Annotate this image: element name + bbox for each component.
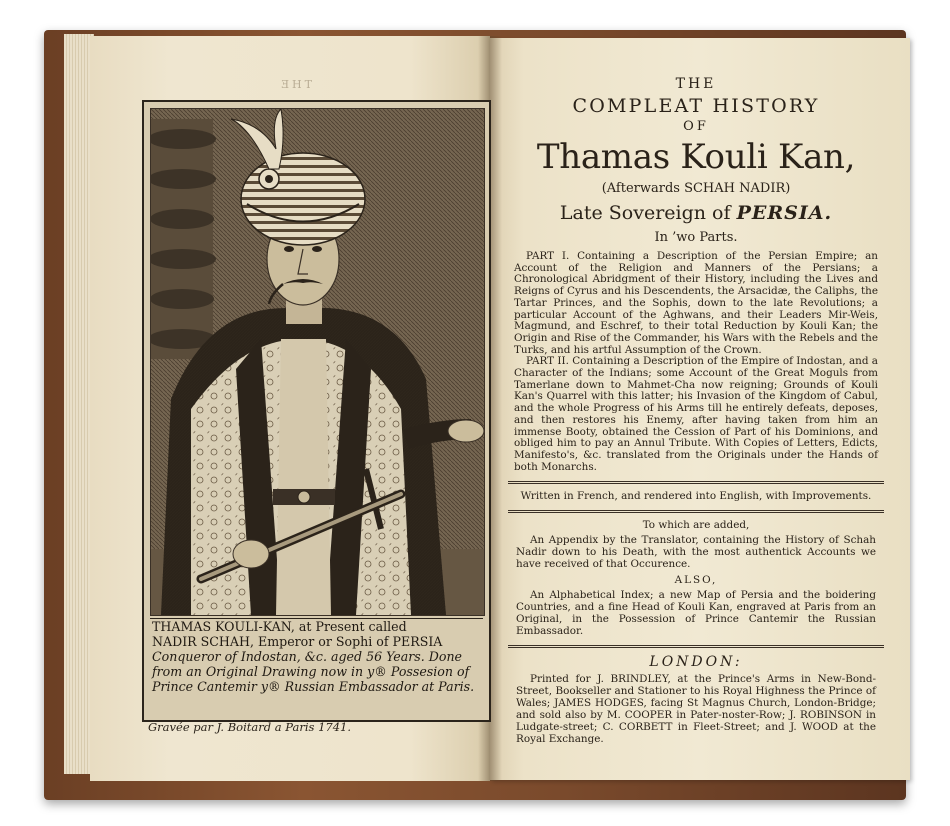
caption-line: Conqueror of Indostan, &c. aged 56 Years. Done [152, 649, 463, 664]
title-late: Late Sovereign of [559, 202, 737, 224]
title-page [506, 74, 886, 745]
also-heading: ALSO, [674, 574, 718, 587]
title-name: Thamas Kouli Kan, [536, 137, 856, 177]
divider [508, 510, 884, 513]
part-two-text: PART II. Containing a Description of the Empire of Indostan, and a Character of the Indians; some Account of the Great Moguls from Tamerlane down to Mahmet-Cha now reigning; Grounds of Kouli Kan's Quarrel with this latter; his Invasion of the Kingdom of Cabul, and the whole Progress of his Arms till he entirely defeats, deposes, and then restores his Enemy, after having taken from him an immense Booty, obtained the Cession of Part of his Dominions, and obliged him to pay an Annul Tribute. With Copies of Letters, Edicts, Manifesto's, &c. translated from the Originals under the Hands of both Monarchs. [514, 355, 879, 473]
contents-body [514, 251, 878, 473]
caption-line: NADIR SCHAH, Emperor or Sophi of PERSIA [152, 634, 443, 649]
index-text: An Alphabetical Index; a new Map of Persia and the boidering Countries, and a fine Head of Kouli Kan, engraved at Paris from an Original, in the Possession of Prince Cantemir the Russian Embassador. [516, 589, 876, 638]
title-parts: In ’wo Parts. [654, 230, 738, 245]
title-sovereign [506, 202, 886, 224]
portrait-illustration [151, 109, 484, 615]
imprint-city: LONDON: [649, 654, 743, 671]
title-the: THE [675, 76, 717, 92]
title-of: OF [683, 119, 709, 134]
part-one-text: PART I. Containing a Description of the Persian Empire; an Account of the Religion and Manners of the Persians; a Chronological Abridgment of their History, including the Lives and Reigns of Cyrus and his Descendents, the Arsacidæ, the Caliphs, the Tartar Princes, and the Sophis, down to the late Revolutions; a particular Account of the Aghwans, and their Leaders Mir-Weis, Magmund, and Eschref, to their total Reduction by Kouli Kan; the Origin and Rise of the Commander, his Wars with the Rebels and the Turks, and his artful Assumption of the Crown. [514, 250, 878, 356]
frontispiece-plate [142, 100, 491, 722]
title-compleat: COMPLEAT HISTORY [572, 95, 820, 117]
title-persia: PERSIA. [736, 202, 833, 224]
appendix-text: An Appendix by the Translator, containing the History of Schah Nadir down to his Death, with the most authentick Accounts we have received of that Occurence. [516, 534, 876, 571]
added-heading: To which are added, [642, 519, 750, 532]
portrait-caption [150, 618, 483, 715]
caption-line: from an Original Drawing now in y® Possesion of [152, 664, 470, 679]
title-afterwards: (Afterwards SCHAH NADIR) [601, 181, 791, 196]
written-line: Written in French, and rendered into English, with Improvements. [520, 490, 872, 503]
portrait-engraving [150, 108, 485, 616]
bleed-through-text: THE [278, 78, 312, 91]
divider [508, 481, 884, 484]
engraver-credit: Gravée par J. Boitard a Paris 1741. [148, 720, 351, 734]
imprint-text: Printed for J. BRINDLEY, at the Prince's Arms in New-Bond-Street, Bookseller and Stationer to his Royal Highness the Prince of Wales; JAMES HODGES, facing St Magnus Church, London-Bridge; and sold also by M. COOPER in Pater-noster-Row; J. ROBINSON in Ludgate-street; C. CORBETT in Fleet-Street; and J. WOOD at the Royal Exchange. [516, 673, 876, 746]
divider [508, 645, 884, 648]
caption-line: THAMAS KOULI-KAN, at Present called [152, 619, 407, 634]
caption-line: Prince Cantemir y® Russian Embassador at Paris. [152, 679, 475, 694]
